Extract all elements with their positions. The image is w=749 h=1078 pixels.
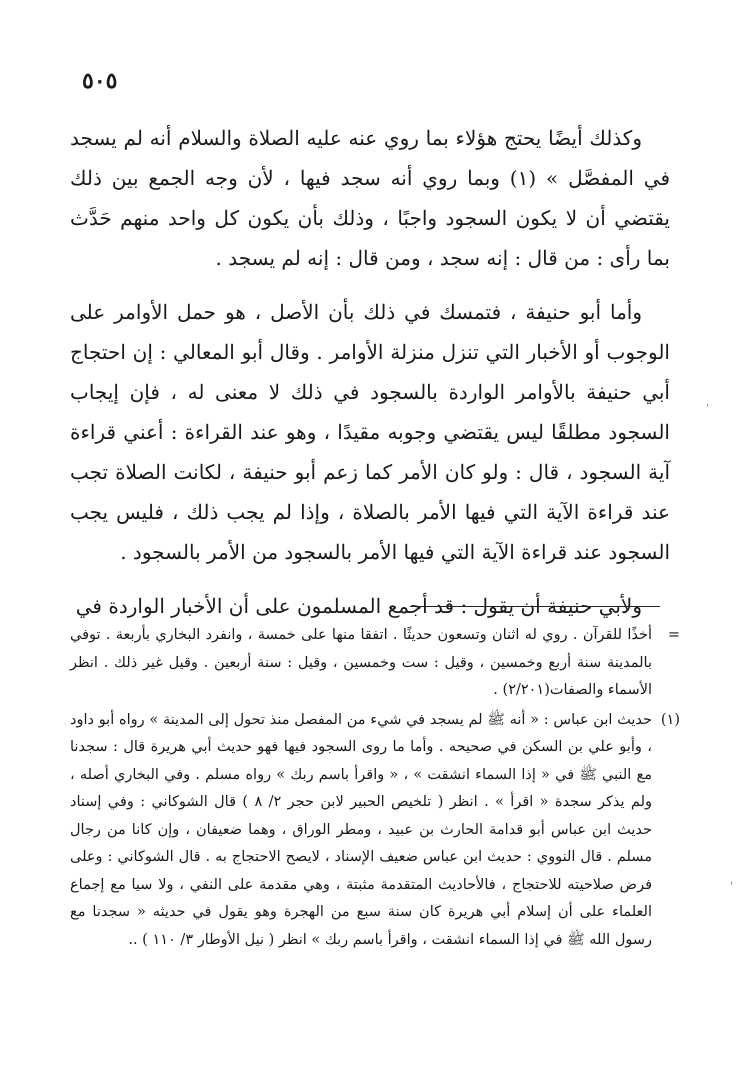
- footnote-continued: [70, 622, 680, 705]
- page-number: ٥٠٥: [82, 68, 118, 94]
- footnote-1: [70, 707, 680, 955]
- paragraph-3: ولأبي حنيفة أن يقول : قد أجمع المسلمون على أن الأخبار الواردة في: [75, 594, 642, 618]
- footnote-text: حديث ابن عباس : « أنه ﷺ لم يسجد في شيء من المفصل منذ تحول إلى المدينة » رواه أبو داود ، وأبو علي بن السكن في صحيحه . وأما ما روى السجود فيها فهو حديث أبي هريرة قال : سجدنا مع النبي ﷺ في « إذا السماء انشقت » ، « واقرأ باسم ربك » رواه مسلم . وفي البخاري أصله ، ولم يذكر سجدة « اقرأ » . انظر ( تلخيص الحبير لابن حجر ٢/ ٨ ) قال الشوكاني : وفي إسناد حديث ابن عباس أبو قدامة الحارث بن عبيد ، ومطر الوراق ، وهما ضعيفان ، وإن كانا من رجال مسلم . قال النووي : حديث ابن عباس ضعيف الإسناد ، لايصح الاحتجاج به . قال الشوكاني : وعلى فرض صلاحيته للاحتجاج ، فالأحاديث المتقدمة مثبتة ، وهي مقدمة على النفي ، ولا سيا مع إجماع العلماء على أن إسلام أبي هريرة كان سنة سبع من الهجرة وهو يقول في حديثه « سجدنا مع رسول الله ﷺ في إذا السماء انشقت ، واقرأ باسم ربك » انظر ( نيل الأوطار ٣/ ١١٠ ) ..: [70, 711, 652, 948]
- footnote-marker: (١): [660, 711, 680, 728]
- footnotes: [70, 622, 680, 956]
- footnote-text: أخذًا للقرآن . روي له اثنان وتسعون حديثًا . اتفقا منها على خمسة ، وانفرد البخاري بأربعة . توفي بالمدينة سنة أربع وخمسين ، وقيل : ست وخمسين ، وقيل : سنة أربعين . وقيل غير ذلك . انظر الأسماء والصفات(٢/٢٠١) .: [70, 627, 652, 698]
- paragraph-2: وأما أبو حنيفة ، فتمسك في ذلك بأن الأصل ، هو حمل الأوامر على الوجوب أو الأخبار التي تنزل منزلة الأوامر . وقال أبو المعالي : إن احتجاج أبي حنيفة بالأوامر الواردة بالسجود في ذلك لا معنى له ، فإن إيجاب السجود مطلقًا ليس يقتضي وجوبه مقيدًا ، وهو عند القراءة : أعني قراءة آية السجود ، قال : ولو كان الأمر كما زعم أبو حنيفة ، لكانت الصلاة تجب عند قراءة الآية التي فيها الأمر بالصلاة ، وإذا لم يجب ذلك ، فليس يجب السجود عند قراءة الآية التي فيها الأمر بالسجود من الأمر بالسجود .: [70, 300, 670, 564]
- main-text: [70, 118, 670, 640]
- footnote-marker: =: [667, 627, 680, 643]
- scan-speck: ˈ: [730, 880, 734, 894]
- footnote-separator: [410, 606, 660, 607]
- scan-speck: ˈ: [706, 402, 710, 416]
- paragraph-1: وكذلك أيضًا يحتج هؤلاء بما روي عنه عليه الصلاة والسلام أنه لم يسجد في المفصَّل » (١) وبما روي أنه سجد فيها ، لأن وجه الجمع بين ذلك يقتضي أن لا يكون السجود واجبًا ، وذلك بأن يكون كل واحد منهم حَدَّث بما رأى : من قال : إنه سجد ، ومن قال : إنه لم يسجد .: [70, 126, 671, 270]
